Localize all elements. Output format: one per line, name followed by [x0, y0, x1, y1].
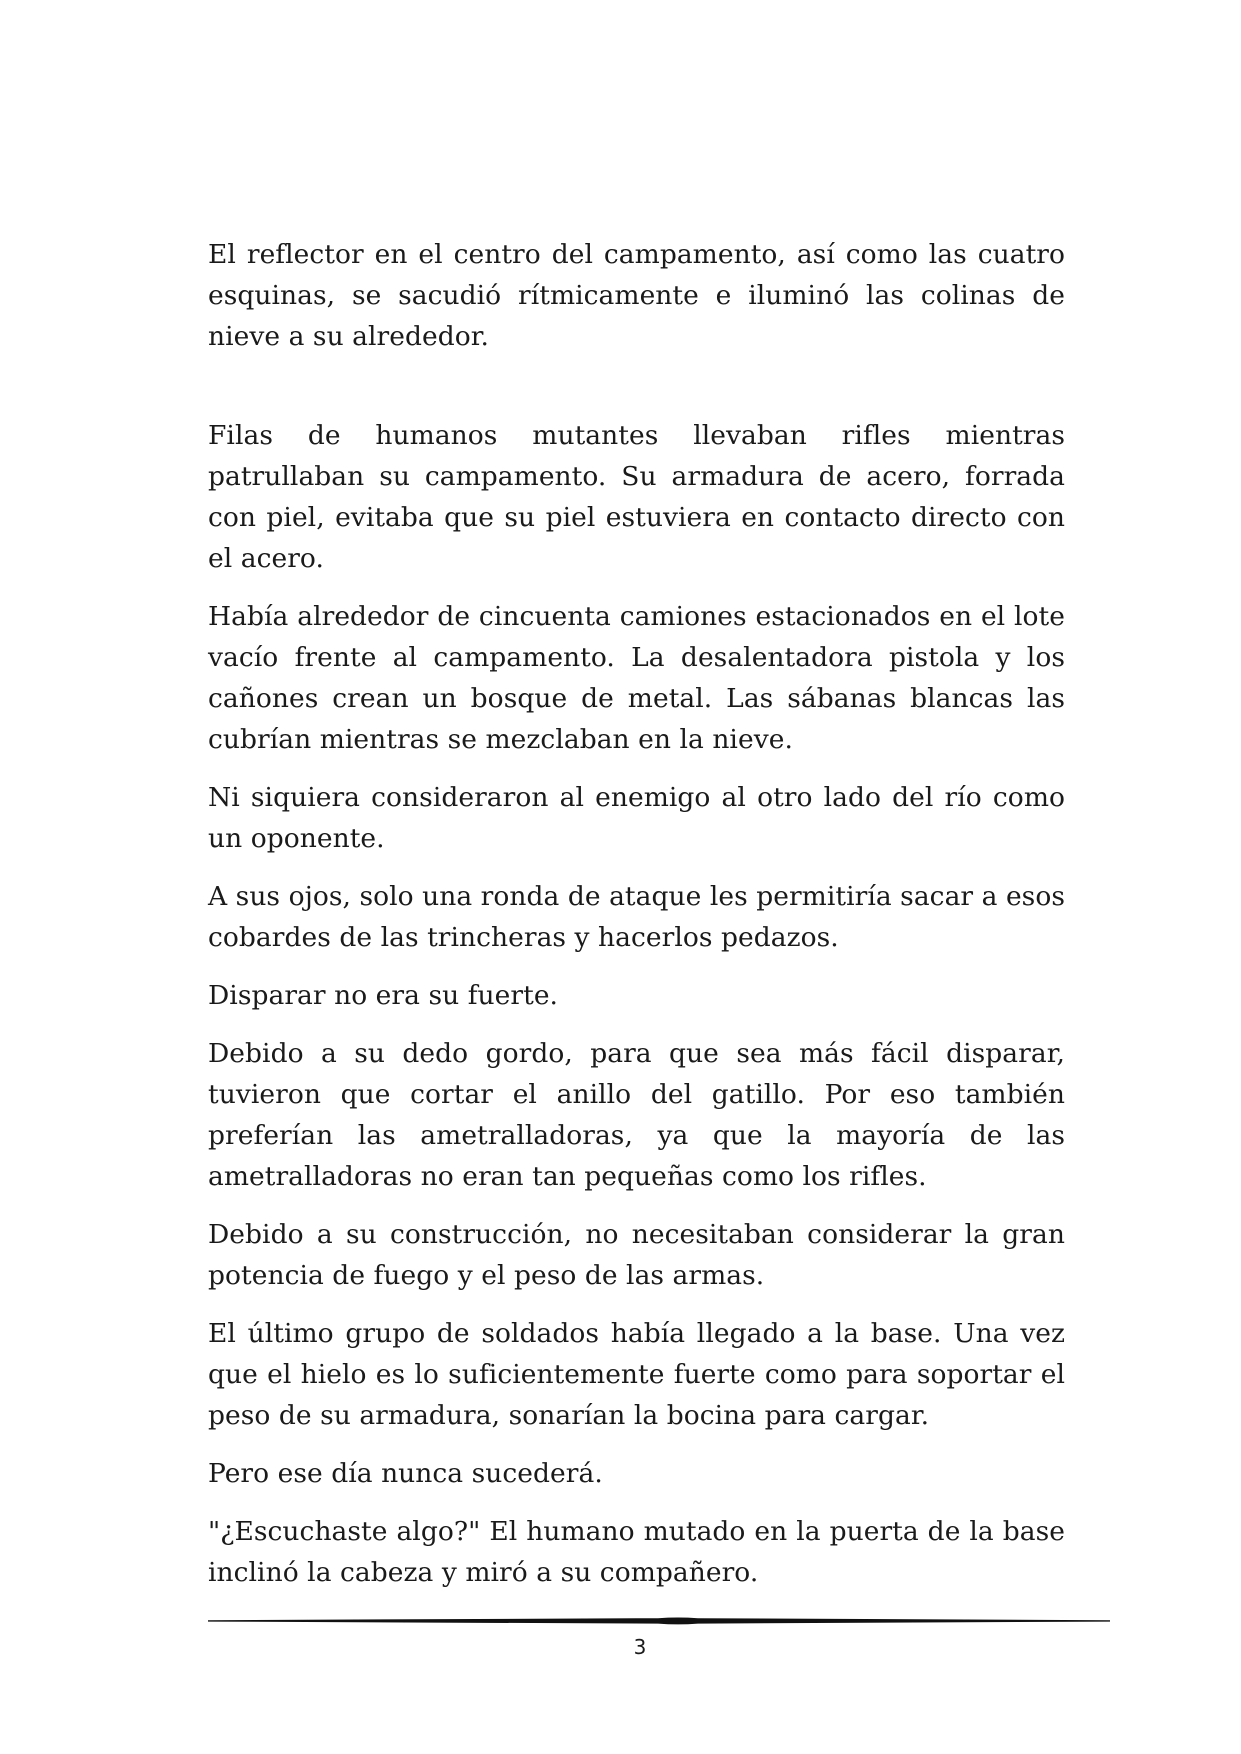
- paragraph: Filas de humanos mutantes llevaban rifles mientras patrullaban su campamento. Su armadura de acero, forrada con piel, evitaba que su piel estuviera en contacto directo con el acero.: [208, 420, 1065, 574]
- page-number: 3: [633, 1635, 647, 1659]
- paragraph: Disparar no era su fuerte.: [208, 980, 559, 1011]
- paragraph: A sus ojos, solo una ronda de ataque les permitiría sacar a esos cobardes de las trincheras y hacerlos pedazos.: [208, 881, 1065, 953]
- paragraph: El reflector en el centro del campamento, así como las cuatro esquinas, se sacudió rítmicamente e iluminó las colinas de nieve a su alrededor.: [208, 239, 1065, 352]
- paragraph: Había alrededor de cincuenta camiones estacionados en el lote vacío frente al campamento. La desalentadora pistola y los cañones crean un bosque de metal. Las sábanas blancas las cubrían mientras se mezclaban en la nieve.: [208, 601, 1065, 755]
- paragraph: Debido a su dedo gordo, para que sea más fácil disparar, tuvieron que cortar el anillo del gatillo. Por eso también preferían las ametralladoras, ya que la mayoría de las ametralladoras no eran tan pequeñas como los rifles.: [208, 1038, 1065, 1192]
- footer-rule: [208, 1615, 1110, 1627]
- paragraph: Pero ese día nunca sucederá.: [208, 1458, 603, 1489]
- footer-rule-stroke: [208, 1618, 1110, 1625]
- paragraph: Ni siquiera consideraron al enemigo al otro lado del río como un oponente.: [208, 782, 1065, 854]
- paragraph: El último grupo de soldados había llegado a la base. Una vez que el hielo es lo suficientemente fuerte como para soportar el peso de su armadura, sonarían la bocina para cargar.: [208, 1318, 1065, 1431]
- body-text: [208, 234, 1065, 1610]
- paragraph: Debido a su construcción, no necesitaban considerar la gran potencia de fuego y el peso de las armas.: [208, 1219, 1065, 1291]
- paragraph: "¿Escuchaste algo?" El humano mutado en la puerta de la base inclinó la cabeza y miró a su compañero.: [208, 1516, 1065, 1588]
